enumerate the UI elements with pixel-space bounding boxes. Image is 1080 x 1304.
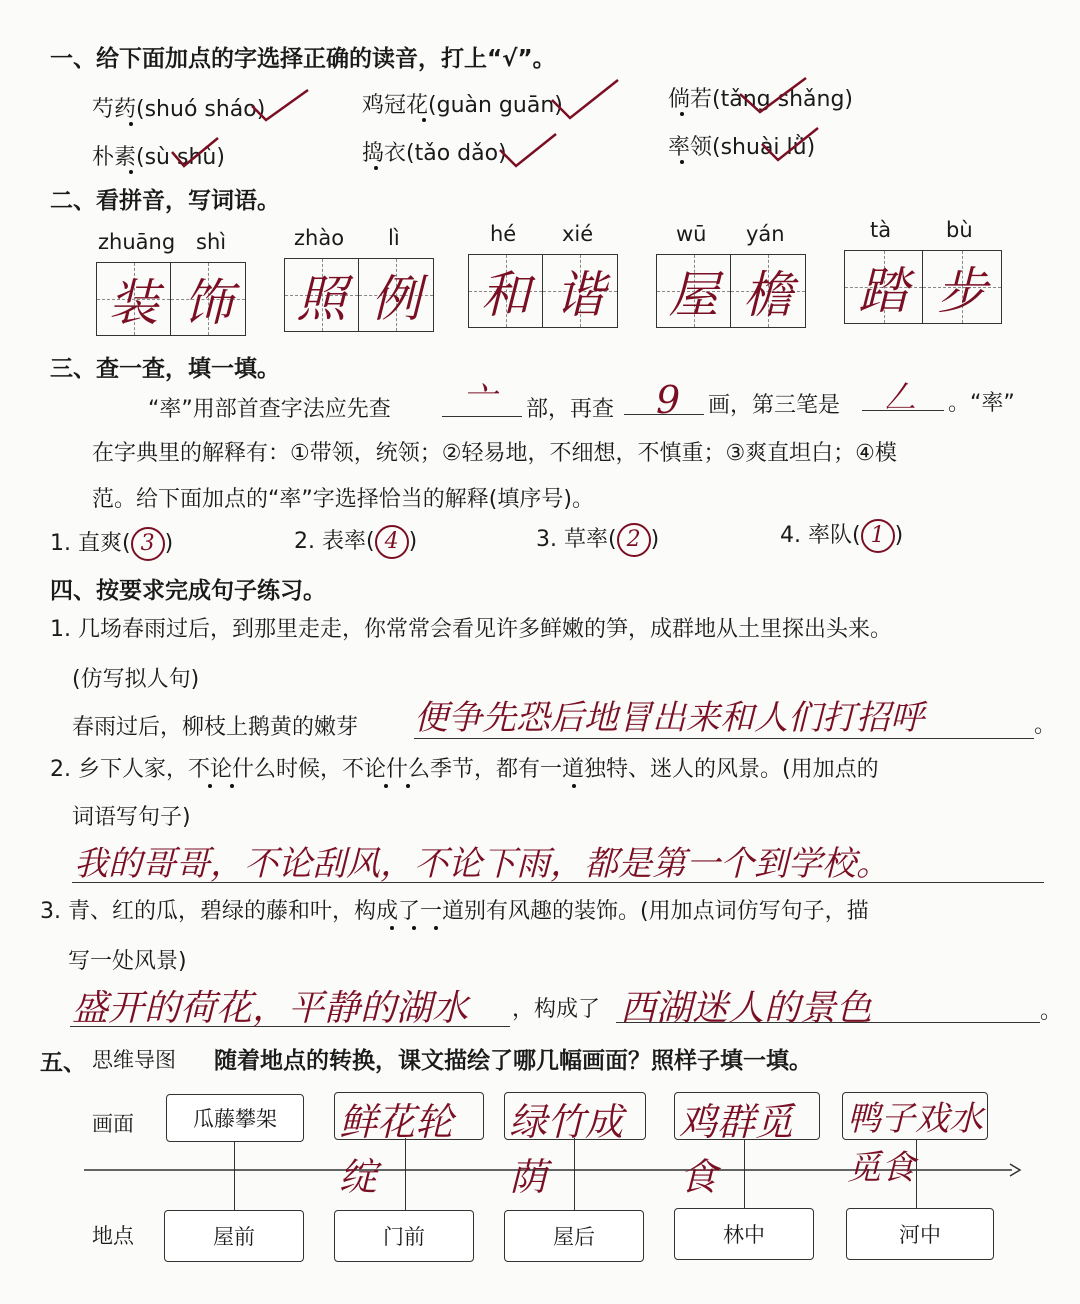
text-line: 在字典里的解释有：①带领，统领；②轻易地，不细想，不慎重；③爽直坦白；④模 bbox=[92, 441, 897, 466]
pinyin-label: wū bbox=[676, 222, 707, 246]
pinyin-label: xié bbox=[562, 222, 594, 246]
choice-question: 1. 直爽( 3 ) bbox=[50, 526, 173, 561]
place-box: 屋前 bbox=[164, 1210, 304, 1262]
handwritten-answer: 9 bbox=[656, 378, 681, 422]
question-text: 写一处风景) bbox=[68, 949, 187, 974]
question-text: 2. 乡下人家，不论什么时候，不论什么季节，都有一道独特、迷人的风景。(用加点的 bbox=[50, 757, 879, 782]
text-line: 范。给下面加点的“率”字选择恰当的解释(填序号)。 bbox=[92, 487, 594, 512]
question-text: 3. 青、红的瓜，碧绿的藤和叶，构成了一道别有风趣的装饰。(用加点词仿写句子，描 bbox=[40, 899, 869, 924]
pinyin-item: 捣衣(tǎo dǎo) bbox=[362, 141, 507, 166]
handwritten-answer: 亠 bbox=[462, 380, 496, 420]
writing-grid: 踏 步 bbox=[844, 250, 1002, 324]
scene-answer-box: 鸡群觅食 bbox=[674, 1092, 820, 1140]
emphasis-dot bbox=[390, 926, 394, 930]
handwritten-answer: 便争先恐后地冒出来和人们打招呼 bbox=[414, 698, 924, 738]
scene-answer-box: 鲜花轮绽 bbox=[334, 1092, 484, 1140]
text-line: 画，第三笔是 bbox=[708, 393, 841, 418]
place-box: 林中 bbox=[674, 1208, 814, 1260]
row-label-scene: 画面 bbox=[92, 1112, 134, 1136]
pinyin-item: 倘若(tǎng shǎng) bbox=[668, 87, 853, 112]
pinyin-label: hé bbox=[490, 222, 517, 246]
pinyin-label: lì bbox=[388, 226, 400, 250]
answer-underline bbox=[616, 1022, 1040, 1023]
writing-grid: 照 例 bbox=[284, 258, 434, 332]
pinyin-label: tà bbox=[870, 218, 892, 242]
emphasis-dot bbox=[208, 784, 212, 788]
emphasis-dot bbox=[230, 784, 234, 788]
emphasis-dot bbox=[406, 784, 410, 788]
handwritten-answer: 西湖迷人的景色 bbox=[620, 988, 873, 1029]
check-mark-icon bbox=[250, 88, 310, 124]
scene-example-box: 瓜藤攀架 bbox=[166, 1094, 304, 1142]
section5-number: 五、 bbox=[40, 1050, 86, 1076]
scene-answer-box: 绿竹成荫 bbox=[504, 1092, 646, 1140]
choice-question: 4. 率队( 1 ) bbox=[780, 518, 903, 553]
answer-underline bbox=[70, 1026, 510, 1027]
emphasis-dot bbox=[129, 122, 133, 126]
emphasis-dot bbox=[384, 784, 388, 788]
writing-grid: 屋 檐 bbox=[656, 254, 806, 328]
writing-grid: 装 饰 bbox=[96, 262, 246, 336]
pinyin-item: 鸡冠花(guàn guān) bbox=[362, 93, 563, 118]
handwritten-answer: 盛开的荷花，平静的湖水 bbox=[72, 988, 469, 1029]
emphasis-dot bbox=[129, 170, 133, 174]
question-text: 词语写句子) bbox=[72, 805, 191, 830]
handwritten-answer: 我的哥哥，不论刮风，不论下雨，都是第一个到学校。 bbox=[74, 844, 890, 884]
text-line: 。“率” bbox=[948, 391, 1015, 416]
emphasis-dot bbox=[434, 926, 438, 930]
pinyin-item: 朴素(sù shù) bbox=[92, 145, 225, 170]
row-label-place: 地点 bbox=[92, 1224, 134, 1248]
check-mark-icon bbox=[498, 132, 558, 168]
check-mark-icon bbox=[550, 78, 620, 122]
text-line: 部，再查 bbox=[526, 397, 615, 422]
section5-tag: 思维导图 bbox=[92, 1048, 176, 1072]
writing-grid: 和 谐 bbox=[468, 254, 618, 328]
question-text: ，构成了 bbox=[512, 997, 601, 1022]
section3-title: 三、查一查，填一填。 bbox=[50, 356, 280, 382]
emphasis-dot bbox=[680, 112, 684, 116]
check-mark-icon bbox=[760, 126, 820, 162]
section5-title: 随着地点的转换，课文描绘了哪几幅画面？照样子填一填。 bbox=[214, 1048, 812, 1074]
emphasis-dot bbox=[374, 166, 378, 170]
pinyin-label: yán bbox=[746, 222, 785, 246]
pinyin-item: 芍药(shuó sháo) bbox=[92, 97, 266, 122]
question-text: 1. 几场春雨过后，到那里走走，你常常会看见许多鲜嫩的笋，成群地从土里探出头来。 bbox=[50, 617, 892, 642]
answer-underline bbox=[442, 416, 522, 417]
place-box: 屋后 bbox=[504, 1210, 644, 1262]
question-text: (仿写拟人句) bbox=[72, 667, 200, 692]
section4-title: 四、按要求完成句子练习。 bbox=[50, 578, 326, 604]
answer-underline bbox=[414, 738, 1034, 739]
emphasis-dot bbox=[412, 926, 416, 930]
text-line: “率”用部首查字法应先查 bbox=[148, 397, 391, 422]
scene-answer-box: 鸭子戏水觅食 bbox=[842, 1092, 988, 1140]
emphasis-dot bbox=[680, 160, 684, 164]
pinyin-label: zhào bbox=[294, 226, 345, 250]
pinyin-item: 率领(shuài lǜ) bbox=[668, 135, 816, 160]
section1-title: 一、给下面加点的字选择正确的读音，打上“√”。 bbox=[50, 46, 556, 72]
answer-underline bbox=[862, 410, 944, 411]
pinyin-label: bù bbox=[946, 218, 973, 242]
check-mark-icon bbox=[738, 76, 808, 116]
place-box: 河中 bbox=[846, 1208, 994, 1260]
choice-question: 3. 草率( 2 ) bbox=[536, 522, 659, 557]
pinyin-label: shì bbox=[196, 230, 227, 254]
pinyin-label: zhuāng bbox=[98, 230, 176, 254]
emphasis-dot bbox=[422, 118, 426, 122]
question-text: 。 bbox=[1034, 713, 1057, 738]
check-mark-icon bbox=[170, 136, 220, 170]
question-text: 春雨过后，柳枝上鹅黄的嫩芽 bbox=[72, 715, 359, 740]
section2-title: 二、看拼音，写词语。 bbox=[50, 188, 280, 214]
choice-question: 2. 表率( 4 ) bbox=[294, 524, 417, 559]
place-box: 门前 bbox=[334, 1210, 474, 1262]
question-text: 。 bbox=[1040, 999, 1063, 1024]
answer-underline bbox=[624, 414, 704, 415]
answer-underline bbox=[72, 882, 1044, 883]
connector-line bbox=[234, 1142, 235, 1210]
handwritten-answer: 𠃋 bbox=[884, 378, 917, 416]
emphasis-dot bbox=[572, 784, 576, 788]
